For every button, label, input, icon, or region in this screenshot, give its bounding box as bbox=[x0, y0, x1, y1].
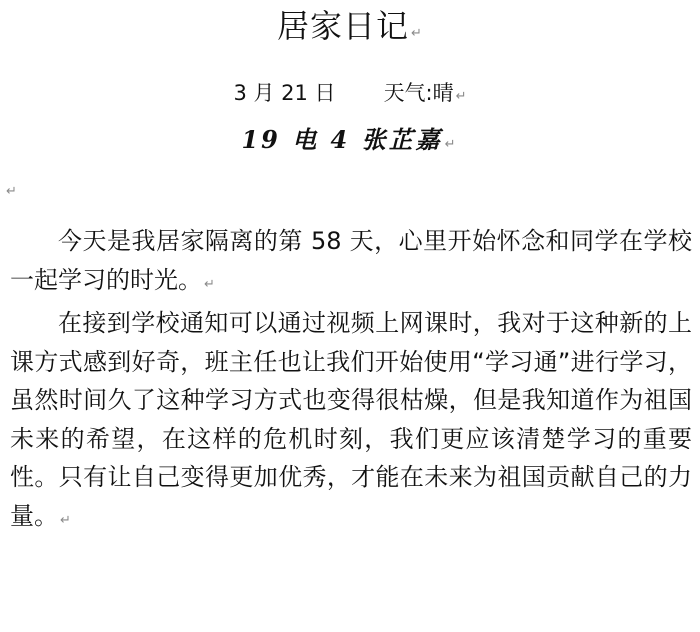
document-title bbox=[0, 6, 700, 54]
empty-paragraph-mark-icon: ↵ bbox=[6, 184, 17, 199]
paragraph-text: 在接到学校通知可以通过视频上网课时，我对于这种新的上课方式感到好奇，班主任也让我们开始使用“学习通”进行学习，虽然时间久了这种学习方式也变得很枯燥，但是我知道作为祖国未来的希望，在这样的危机时刻，我们更应该清楚学习的重要性。只有让自己变得更加优秀，才能在未来为祖国贡献自己的力量。 bbox=[10, 309, 692, 530]
paragraph-mark-icon: ↵ bbox=[455, 89, 467, 104]
diary-body bbox=[10, 222, 692, 540]
author-line bbox=[0, 124, 700, 161]
paragraph-mark-icon: ↵ bbox=[60, 512, 71, 528]
paragraph-mark-icon: ↵ bbox=[411, 26, 423, 41]
diary-date: 3 月 21 日 bbox=[233, 81, 336, 105]
diary-weather: 天气:晴 bbox=[383, 81, 454, 105]
paragraph-text: 今天是我居家隔离的第 58 天，心里开始怀念和同学在学校一起学习的时光。 bbox=[10, 227, 692, 294]
date-weather-line bbox=[0, 79, 700, 111]
body-paragraph-2 bbox=[10, 304, 692, 540]
body-paragraph-1 bbox=[10, 222, 692, 304]
paragraph-mark-icon: ↵ bbox=[204, 276, 215, 292]
author-name: 19 电 4 张芷嘉 bbox=[241, 125, 443, 154]
paragraph-mark-icon: ↵ bbox=[444, 137, 459, 152]
title-text: 居家日记 bbox=[277, 7, 410, 45]
